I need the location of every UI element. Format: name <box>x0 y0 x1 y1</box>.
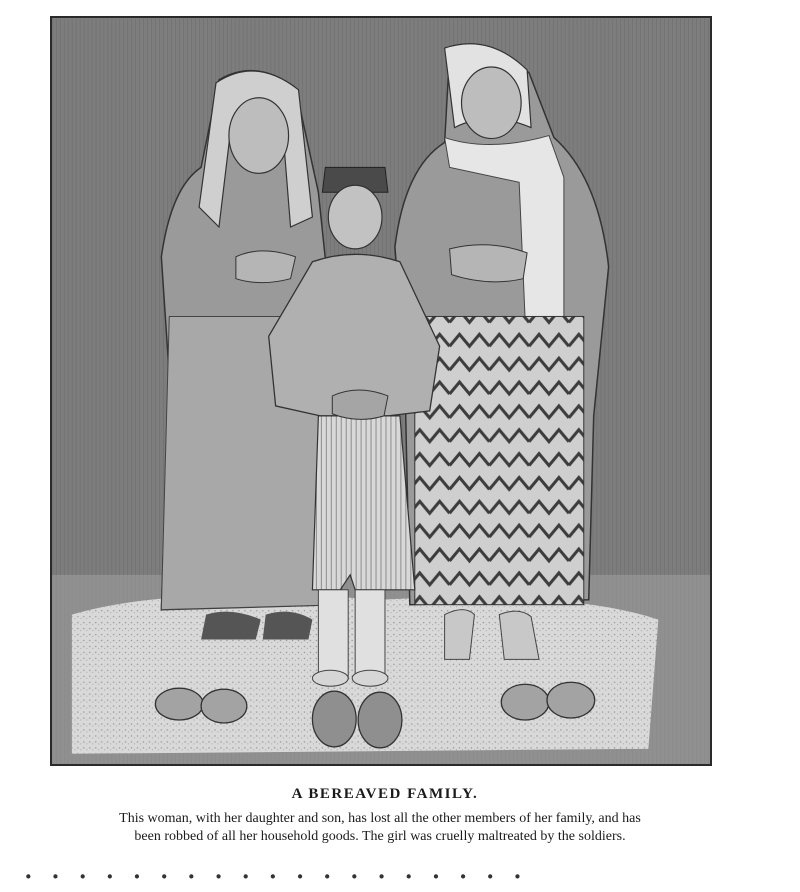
caption-line-2: been robbed of all her household goods. The girl was cruelly maltreated by the soldiers. <box>134 829 626 844</box>
cutoff-text-line <box>0 860 800 891</box>
caption-line-1: This woman, with her daughter and son, has lost all the other members of her family, and has <box>119 811 641 826</box>
engraving-illustration <box>52 18 710 764</box>
engraving-plate <box>50 16 712 766</box>
cutoff-text-fragment: · · · · · · · · · · · · · · · · · · · <box>24 862 528 891</box>
caption-text <box>20 810 740 846</box>
caption-title: A BEREAVED FAMILY. <box>291 786 479 802</box>
